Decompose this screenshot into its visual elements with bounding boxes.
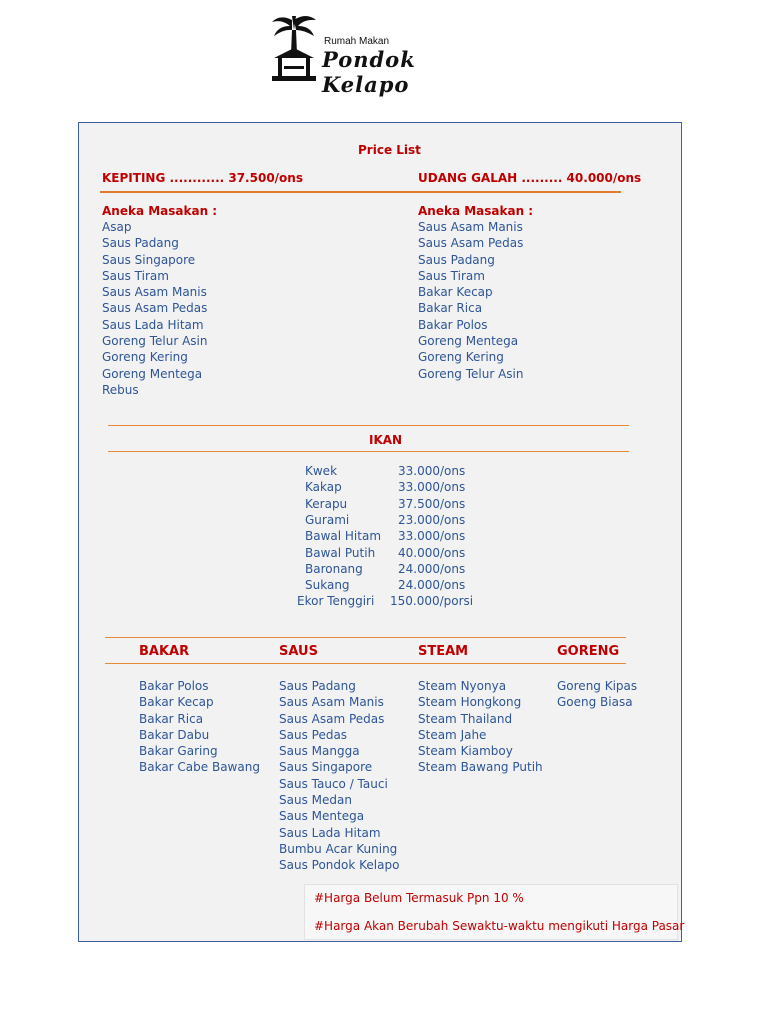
category-steam-item: Steam Bawang Putih <box>418 760 543 775</box>
ikan-price: 150.000/porsi <box>390 594 474 609</box>
category-steam-item: Steam Thailand <box>418 711 513 726</box>
ikan-price: 23.000/ons <box>398 512 466 527</box>
category-divider-bottom <box>105 663 626 664</box>
ikan-price: 24.000/ons <box>398 561 466 576</box>
ikan-price: 40.000/ons <box>398 545 466 560</box>
ikan-price: 33.000/ons <box>398 529 466 544</box>
category-heading-goreng: GORENG <box>557 644 620 659</box>
udang-dish-item: Bakar Rica <box>418 301 483 316</box>
kepiting-dish-item: Saus Lada Hitam <box>102 317 204 332</box>
ikan-name: Gurami <box>305 512 350 527</box>
palm-tree-hut-icon <box>270 12 318 82</box>
category-steam-item: Steam Kiamboy <box>418 744 513 759</box>
logo-name: Pondok Kelapo <box>322 47 416 97</box>
udang-dish-item: Goreng Mentega <box>418 334 519 349</box>
note-tax: #Harga Belum Termasuk Ppn 10 % <box>314 891 524 905</box>
restaurant-logo <box>270 12 485 97</box>
category-saus-item: Saus Pedas <box>279 727 348 742</box>
ikan-price: 33.000/ons <box>398 480 466 495</box>
price-notes-box <box>304 884 685 940</box>
category-steam-item: Steam Hongkong <box>418 695 522 710</box>
udang-sub-heading: Aneka Masakan : <box>418 204 534 218</box>
kepiting-dish-list <box>102 219 208 398</box>
category-bakar-item: Bakar Dabu <box>139 727 210 742</box>
udang-dish-item: Saus Asam Manis <box>418 220 523 234</box>
udang-dish-item: Saus Asam Pedas <box>418 236 524 251</box>
ikan-name: Baronang <box>305 561 363 576</box>
udang-dish-list <box>418 219 524 382</box>
category-saus-item: Saus Singapore <box>279 760 373 775</box>
category-saus-item: Saus Mangga <box>279 744 360 759</box>
category-saus-item: Saus Lada Hitam <box>279 825 381 840</box>
kepiting-dish-item: Saus Asam Manis <box>102 285 207 300</box>
ikan-name: Bawal Hitam <box>305 529 382 544</box>
udang-dish-item: Saus Padang <box>418 252 495 267</box>
category-heading-bakar: BAKAR <box>139 644 190 659</box>
category-bakar-item: Bakar Garing <box>139 744 218 759</box>
category-list-saus <box>279 678 399 874</box>
kepiting-dish-item: Saus Singapore <box>102 252 196 267</box>
kepiting-dish-item: Asap <box>102 220 132 234</box>
ikan-divider-top <box>108 425 629 426</box>
kepiting-dish-item: Saus Tiram <box>102 268 169 283</box>
ikan-price: 33.000/ons <box>398 464 466 478</box>
category-steam-item: Steam Nyonya <box>418 679 507 693</box>
ikan-name: Kwek <box>305 464 338 478</box>
category-bakar-item: Bakar Rica <box>139 711 204 726</box>
udang-galah-heading: UDANG GALAH ......... 40.000/ons <box>418 171 642 185</box>
ikan-name: Ekor Tenggiri <box>297 594 375 609</box>
category-saus-item: Bumbu Acar Kuning <box>279 841 398 856</box>
category-bakar-item: Bakar Kecap <box>139 695 214 710</box>
kepiting-sub-heading: Aneka Masakan : <box>102 204 218 218</box>
kepiting-dish-item: Goreng Mentega <box>102 366 203 381</box>
udang-dish-item: Goreng Telur Asin <box>418 366 524 381</box>
ikan-heading: IKAN <box>369 433 403 447</box>
ikan-name: Bawal Putih <box>305 545 376 560</box>
kepiting-dish-item: Goreng Kering <box>102 350 188 365</box>
category-saus-item: Saus Pondok Kelapo <box>279 858 400 873</box>
ikan-name: Sukang <box>305 578 350 593</box>
category-saus-item: Saus Tauco / Tauci <box>279 776 388 791</box>
udang-dish-item: Saus Tiram <box>418 268 485 283</box>
note-price-change: #Harga Akan Berubah Sewaktu-waktu mengikuti Harga Pasar <box>314 919 685 933</box>
category-list-steam <box>418 678 543 776</box>
top-divider <box>100 191 621 193</box>
kepiting-dish-item: Saus Padang <box>102 236 179 251</box>
category-list-bakar <box>139 678 260 776</box>
category-heading-saus: SAUS <box>279 644 318 659</box>
category-steam-item: Steam Jahe <box>418 727 487 742</box>
ikan-name: Kakap <box>305 480 342 495</box>
ikan-price: 37.500/ons <box>398 496 466 511</box>
category-goreng-item: Goreng Kipas <box>557 679 638 693</box>
kepiting-dish-item: Saus Asam Pedas <box>102 301 208 316</box>
kepiting-dish-item: Rebus <box>102 382 139 397</box>
category-goreng-item: Goeng Biasa <box>557 695 633 710</box>
kepiting-dish-item: Goreng Telur Asin <box>102 334 208 349</box>
category-saus-item: Saus Padang <box>279 679 356 693</box>
category-saus-item: Saus Asam Pedas <box>279 711 385 726</box>
category-heading-steam: STEAM <box>418 644 469 659</box>
category-saus-item: Saus Mentega <box>279 809 365 824</box>
category-bakar-item: Bakar Polos <box>139 679 209 693</box>
kepiting-heading: KEPITING ............ 37.500/ons <box>102 171 303 185</box>
udang-dish-item: Bakar Kecap <box>418 285 493 300</box>
category-list-goreng <box>557 678 637 711</box>
category-divider-top <box>105 637 626 638</box>
logo-tagline: Rumah Makan <box>324 36 390 47</box>
category-saus-item: Saus Medan <box>279 793 352 808</box>
udang-dish-item: Goreng Kering <box>418 350 504 365</box>
ikan-divider-bottom <box>108 451 629 452</box>
category-saus-item: Saus Asam Manis <box>279 695 384 710</box>
category-bakar-item: Bakar Cabe Bawang <box>139 760 260 775</box>
udang-dish-item: Bakar Polos <box>418 317 488 332</box>
ikan-name: Kerapu <box>305 496 348 511</box>
ikan-price: 24.000/ons <box>398 578 466 593</box>
price-list-title: Price List <box>358 143 421 157</box>
